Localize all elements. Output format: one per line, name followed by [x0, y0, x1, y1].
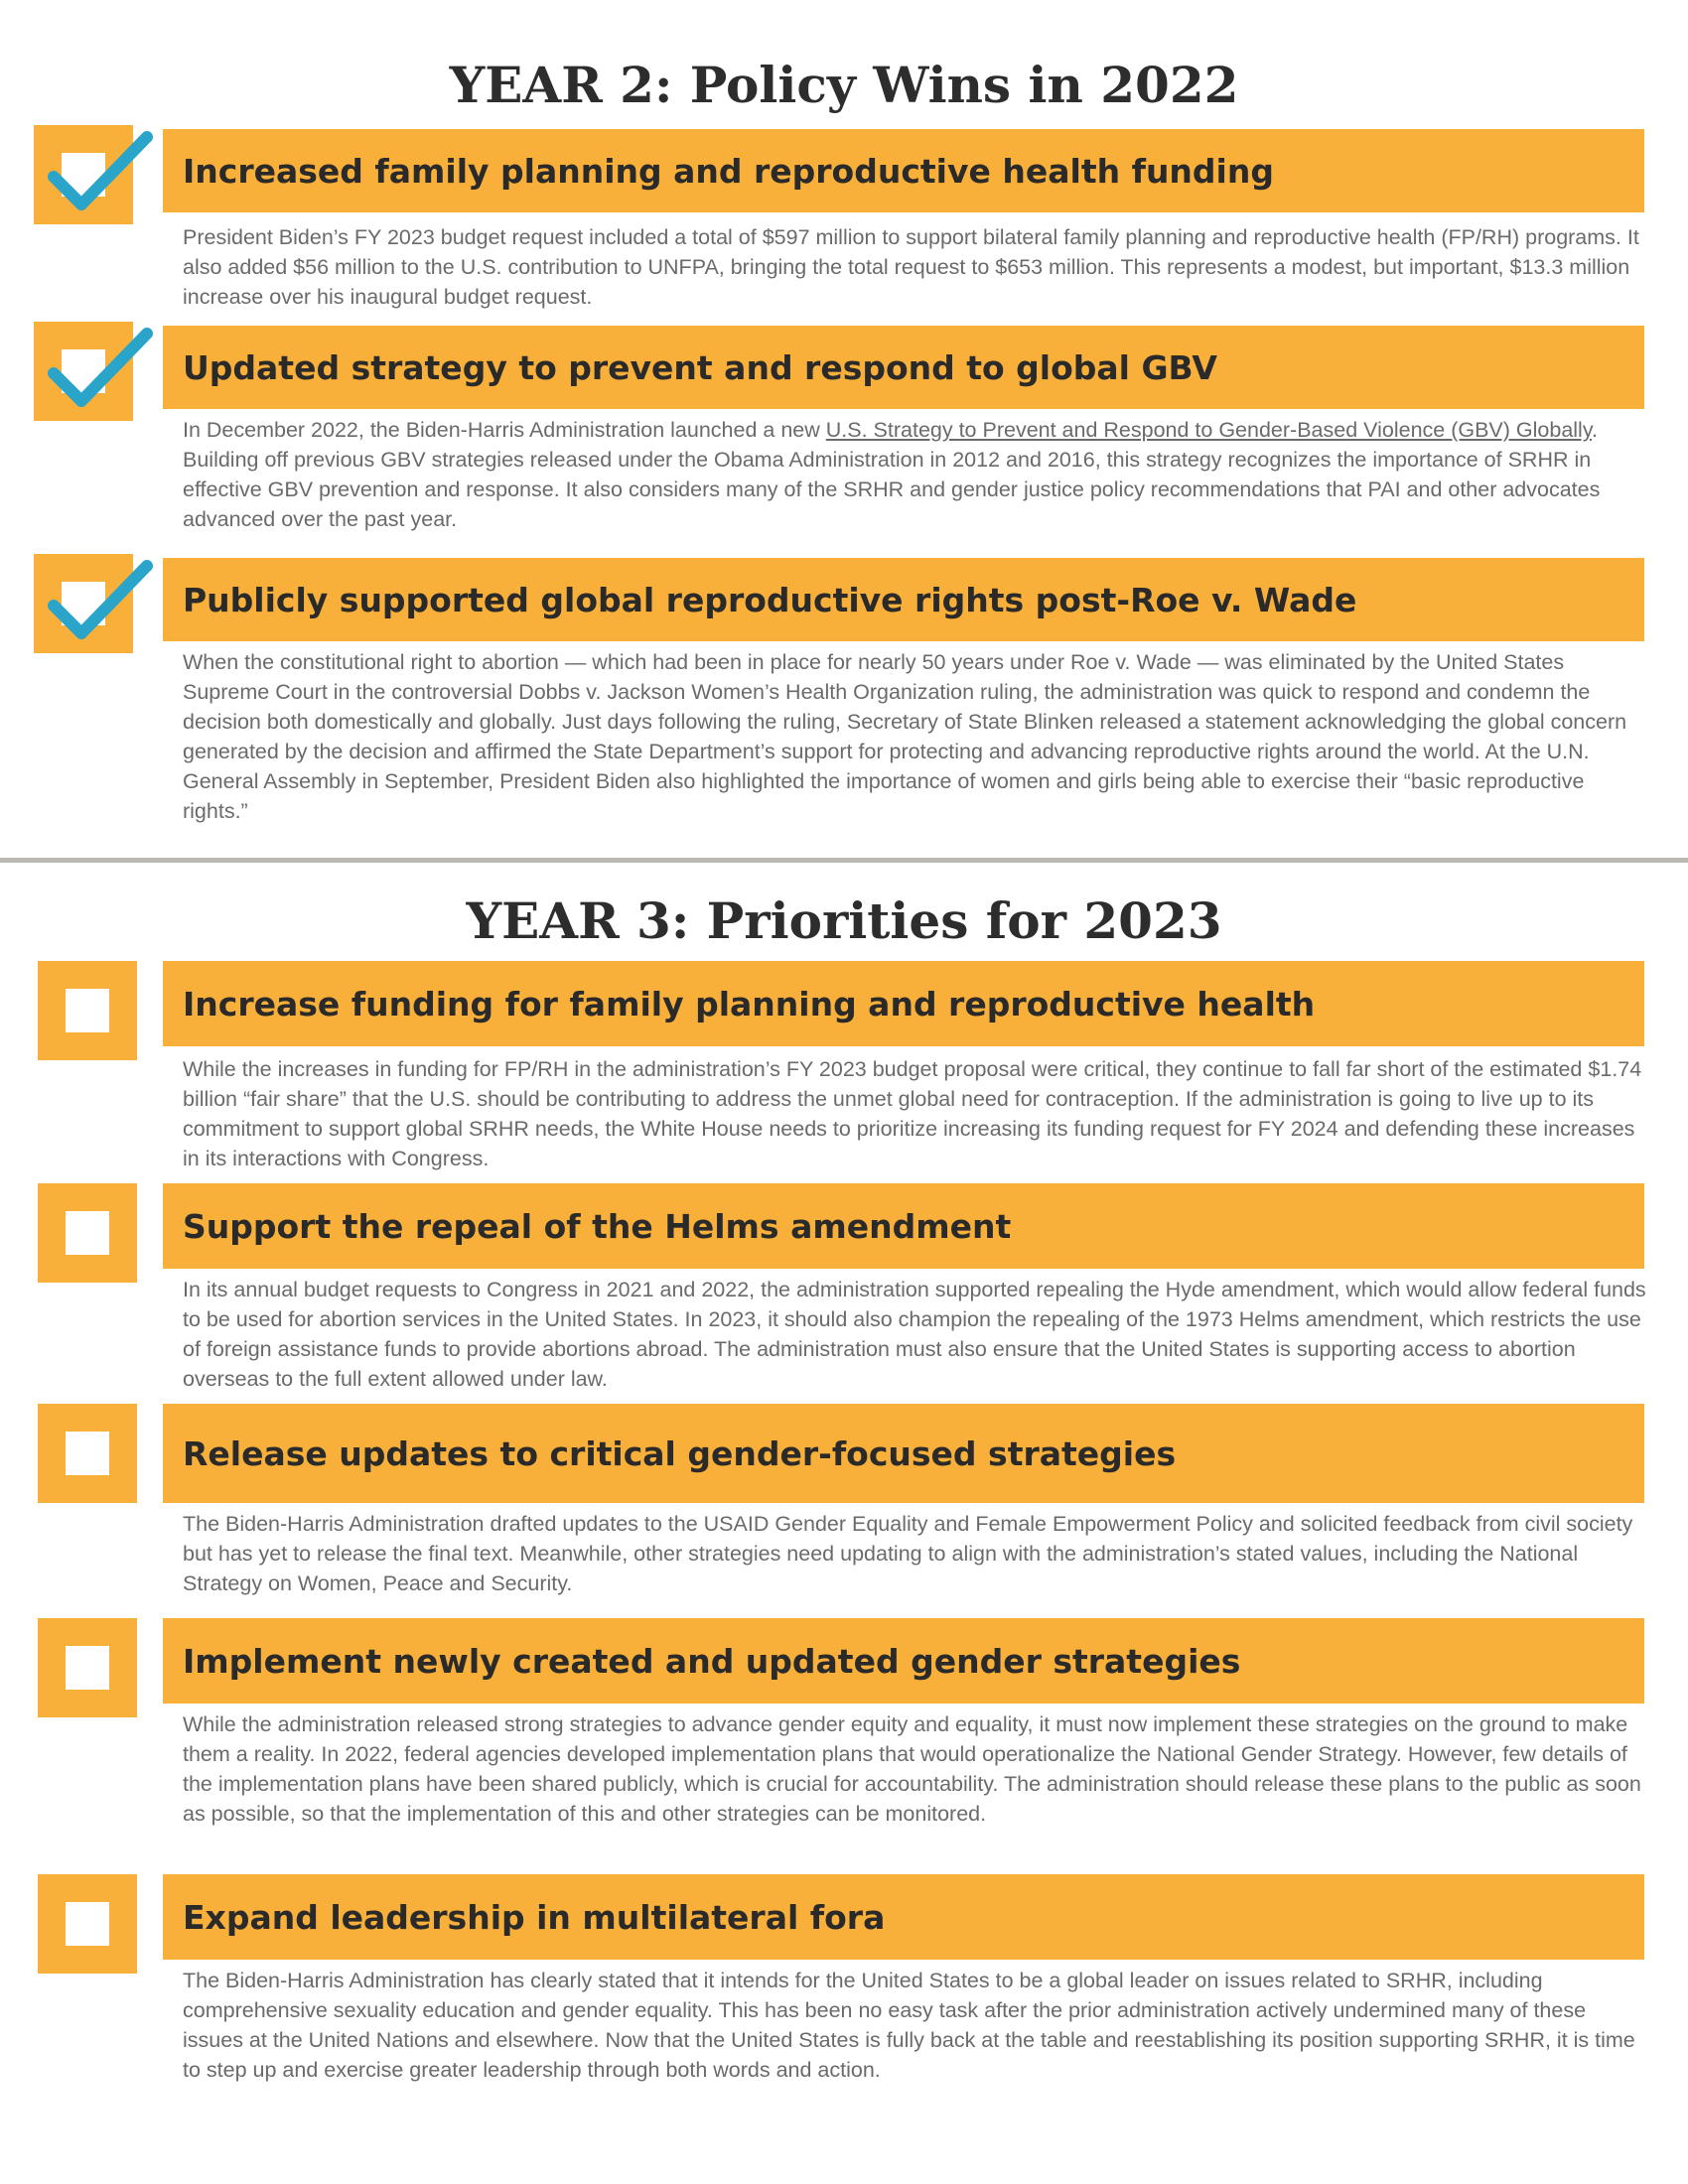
checkmark-icon [34, 554, 153, 653]
item-heading: Implement newly created and updated gender strategies [163, 1618, 1644, 1704]
item-heading: Release updates to critical gender-focused strategies [163, 1404, 1644, 1503]
item-text: While the increases in funding for FP/RH in the administration’s FY 2023 budget proposal were critical, they continue to fall far short of the estimated $1.74 billion “fair share” that the U.S. should be contributing to address the unmet global need for contraception. If the administration is going to live up to its commitment to support global SRHR needs, the White House needs to prioritize increasing its funding request for FY 2024 and defending these increases in its interactions with Congress. [183, 1057, 1642, 1170]
empty-checkbox-icon [66, 1432, 109, 1475]
empty-checkbox[interactable] [38, 1874, 137, 1974]
checked-checkbox[interactable] [34, 554, 133, 653]
item-heading: Expand leadership in multilateral fora [163, 1874, 1644, 1960]
checkmark-icon [34, 125, 153, 224]
text-before-link: In December 2022, the Biden-Harris Administration launched a new [183, 418, 826, 442]
empty-checkbox[interactable] [38, 961, 137, 1060]
year2-title: YEAR 2: Policy Wins in 2022 [449, 56, 1239, 114]
empty-checkbox-icon [66, 1211, 109, 1255]
text-after-link: . Building off previous GBV strategies released under the Obama Administration in 2012 and 2016, this strategy recognizes the importance of SRHR in effective GBV prevention and response. It also considers many of the SRHR and gender justice policy recommendations that PAI and other advocates advanced over the past year. [183, 418, 1601, 531]
checkmark-icon [34, 322, 153, 421]
item-heading: Support the repeal of the Helms amendment [163, 1183, 1644, 1269]
checked-checkbox[interactable] [34, 322, 133, 421]
checked-checkbox[interactable] [34, 125, 133, 224]
section-divider [0, 858, 1688, 863]
empty-checkbox[interactable] [38, 1618, 137, 1717]
item-text: When the constitutional right to abortion — which had been in place for nearly 50 years under Roe v. Wade — was eliminated by the United States Supreme Court in the controversial Dobbs v. Jackson Women’s Health Organization ruling, the administration was quick to respond and condemn the decision both domestically and globally. Just days following the ruling, Secretary of State Blinken released a statement acknowledging the global concern generated by the decision and affirmed the State Department’s support for protecting and advancing reproductive rights around the world. At the U.N. General Assembly in September, President Biden also highlighted the importance of women and girls being able to exercise their “basic reproductive rights.” [183, 650, 1627, 823]
item-heading: Increase funding for family planning and reproductive health [163, 961, 1644, 1046]
gbv-strategy-link[interactable]: U.S. Strategy to Prevent and Respond to Gender-Based Violence (GBV) Globally [825, 418, 1592, 442]
empty-checkbox-icon [66, 989, 109, 1032]
empty-checkbox[interactable] [38, 1404, 137, 1503]
empty-checkbox[interactable] [38, 1183, 137, 1283]
item-heading: Increased family planning and reproductive health funding [163, 129, 1644, 212]
item-text: The Biden-Harris Administration drafted updates to the USAID Gender Equality and Female Empowerment Policy and solicited feedback from civil society but has yet to release the final text. Meanwhile, other strategies need updating to align with the administration’s stated values, including the National Strategy on Women, Peace and Security. [183, 1512, 1633, 1595]
year3-title: YEAR 3: Priorities for 2023 [466, 891, 1222, 950]
item-text: In its annual budget requests to Congress in 2021 and 2022, the administration supported repealing the Hyde amendment, which would allow federal funds to be used for abortion services in the United States. In 2023, it should also champion the repealing of the 1973 Helms amendment, which restricts the use of foreign assistance funds to provide abortions abroad. The administration must also ensure that the United States is supporting access to abortion overseas to the full extent allowed under law. [183, 1278, 1646, 1391]
item-heading: Updated strategy to prevent and respond to global GBV [163, 326, 1644, 409]
item-text: President Biden’s FY 2023 budget request included a total of $597 million to support bilateral family planning and reproductive health (FP/RH) programs. It also added $56 million to the U.S. contribution to UNFPA, bringing the total request to $653 million. This represents a modest, but important, $13.3 million increase over his inaugural budget request. [183, 225, 1639, 309]
item-heading: Publicly supported global reproductive rights post-Roe v. Wade [163, 558, 1644, 641]
empty-checkbox-icon [66, 1646, 109, 1690]
empty-checkbox-icon [66, 1902, 109, 1946]
item-text: While the administration released strong strategies to advance gender equity and equality, it must now implement these strategies on the ground to make them a reality. In 2022, federal agencies developed implementation plans that would operationalize the National Gender Strategy. However, few details of the implementation plans have been shared publicly, which is crucial for accountability. The administration should release these plans to the public as soon as possible, so that the implementation of this and other strategies can be monitored. [183, 1712, 1641, 1826]
item-text: The Biden-Harris Administration has clearly stated that it intends for the United States to be a global leader on issues related to SRHR, including comprehensive sexuality education and gender equality. This has been no easy task after the prior administration actively undermined many of these issues at the United Nations and elsewhere. Now that the United States is fully back at the table and reestablishing its position supporting SRHR, it is time to step up and exercise greater leadership through both words and action. [183, 1969, 1635, 2082]
item-text [183, 415, 1648, 534]
